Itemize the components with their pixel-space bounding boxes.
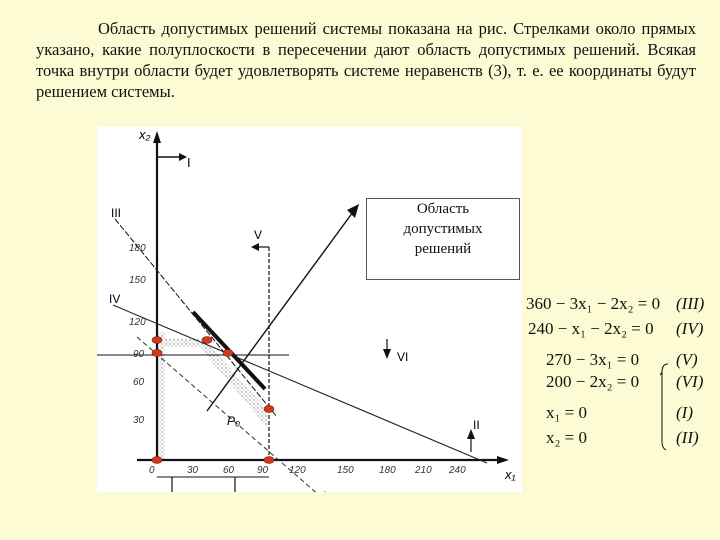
feasible-region-figure	[97, 127, 522, 492]
equation-tag: (IV)	[676, 319, 704, 338]
vertex-point	[264, 457, 274, 464]
x-tick: 120	[289, 465, 306, 476]
x-tick: 180	[379, 465, 396, 476]
equation-system	[526, 292, 712, 452]
x1-axis-label: x₁	[505, 467, 516, 482]
line-v-arrowhead	[251, 243, 259, 251]
label-line-iii: III	[111, 206, 122, 220]
vertex-point	[152, 337, 162, 344]
vertex-point	[152, 350, 162, 357]
equation-tag: (VI)	[676, 372, 704, 391]
equation-lhs: x₁ = 0	[546, 403, 588, 422]
equation-lhs: x₂ = 0	[546, 428, 588, 447]
point-p0-label: P₀	[227, 414, 241, 428]
x-tick: 0	[149, 465, 155, 476]
feasible-region-callout	[366, 198, 520, 280]
vertex-point	[152, 457, 162, 464]
vertex-point	[223, 350, 233, 357]
label-line-v: V	[254, 228, 263, 242]
equation-lhs: 240 − x₁ − 2x₂ = 0	[528, 319, 654, 338]
label-line-vi: VI	[397, 350, 409, 364]
equation-lhs: 270 − 3x₁ = 0	[546, 350, 640, 369]
line-iv	[113, 305, 487, 463]
system-brace	[660, 292, 670, 452]
y-tick: 150	[129, 275, 146, 286]
x2-axis-arrow	[153, 131, 161, 143]
vertex-point	[264, 406, 274, 413]
y-tick: 90	[133, 349, 145, 360]
x-tick: 210	[415, 465, 432, 476]
label-line-iv: IV	[109, 292, 121, 306]
x1-axis-arrow	[497, 456, 509, 464]
figure-graph	[97, 127, 522, 492]
equation-tag: (V)	[676, 350, 698, 369]
callout-line-1: Область	[416, 201, 470, 217]
label-line-i: I	[187, 155, 191, 170]
gradient-arrowhead	[347, 204, 359, 218]
label-line-ii: II	[473, 418, 480, 432]
equation-lhs: 360 − 3x₁ − 2x₂ = 0	[526, 294, 661, 313]
line-i-arrowhead	[179, 153, 187, 161]
equation-tag: (I)	[676, 403, 693, 422]
x-tick: 150	[337, 465, 354, 476]
x-tick: 30	[187, 465, 199, 476]
gradient-line	[207, 212, 353, 411]
vertex-point	[202, 337, 212, 344]
equation-tag: (III)	[676, 294, 705, 313]
intro-text: Область допустимых решений системы показана на рис. Стрелками около прямых указано, какие полуплоскости в пересечении дают область допустимых решений. Всякая точка внутри области будет удовлетворять системе неравенств (3), т. е. ее координаты будут решением системы.	[36, 19, 696, 101]
x-tick: 90	[257, 465, 269, 476]
x-ticks	[149, 465, 466, 476]
line-iv-arrowhead	[319, 491, 329, 492]
y-tick: 60	[133, 377, 145, 388]
y-tick: 30	[133, 415, 145, 426]
equation-lhs: 200 − 2x₂ = 0	[546, 372, 640, 391]
callout-line-2: допустимых	[403, 221, 483, 237]
y-tick: 180	[129, 243, 146, 254]
callout-line-3: решений	[414, 241, 472, 257]
equation-tag: (II)	[676, 428, 699, 447]
x-tick: 240	[449, 465, 466, 476]
y-tick: 120	[129, 317, 146, 328]
intro-paragraph	[36, 18, 696, 102]
x2-axis-label: x₂	[139, 127, 151, 142]
x-tick: 60	[223, 465, 235, 476]
y-ticks	[129, 243, 146, 426]
